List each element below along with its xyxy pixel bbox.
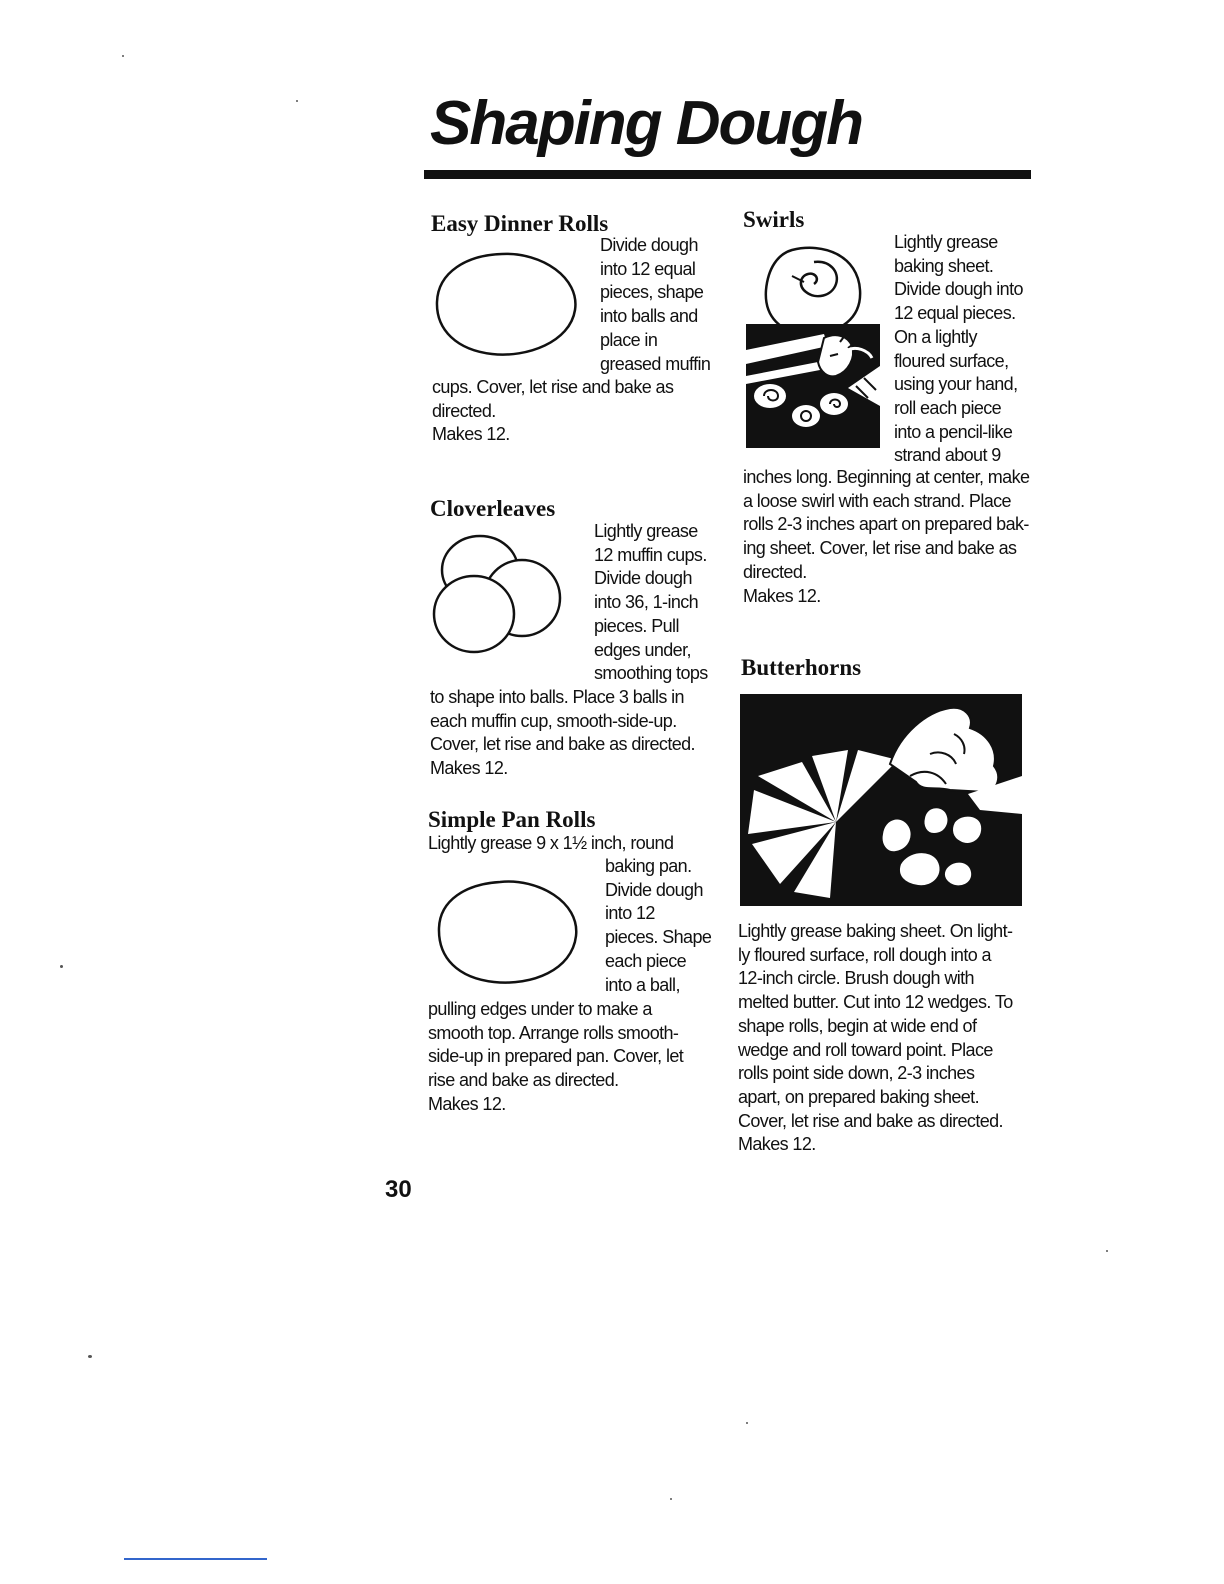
- text-line: baking sheet.: [894, 255, 994, 276]
- cloverleaf-illustration: [430, 532, 566, 656]
- text-line: each muffin cup, smooth-side-up.: [430, 710, 677, 731]
- easy-dinner-rolls-text-right: [600, 234, 710, 376]
- dinner-roll-illustration: [432, 250, 584, 362]
- cloverleaves-text-bottom: [430, 686, 695, 781]
- text-line: a loose swirl with each strand. Place: [743, 490, 1011, 511]
- text-line: into 12: [605, 903, 655, 924]
- text-line: ly floured surface, roll dough into a: [738, 944, 991, 965]
- text-line: Makes 12.: [743, 585, 821, 606]
- text-line: greased muffin: [600, 353, 711, 374]
- scan-speck: [670, 1498, 672, 1500]
- scan-speck: [1106, 1250, 1108, 1252]
- text-line: Makes 12.: [428, 1093, 506, 1114]
- text-line: Lightly grease 9 x 1½ inch, round: [428, 833, 674, 853]
- text-line: smooth top. Arrange rolls smooth-: [428, 1022, 679, 1043]
- text-line: strand about 9: [894, 445, 1001, 466]
- text-line: 12-inch circle. Brush dough with: [738, 968, 974, 989]
- cloverleaves-text-right: [594, 520, 708, 686]
- text-line: baking pan.: [605, 856, 692, 876]
- text-line: Makes 12.: [738, 1134, 816, 1155]
- scan-speck: [60, 965, 63, 968]
- page-title: Shaping Dough: [430, 89, 863, 158]
- text-line: Lightly grease baking sheet. On light-: [738, 921, 1013, 941]
- butterhorns-heading: Butterhorns: [741, 655, 862, 680]
- cloverleaves-heading: Cloverleaves: [430, 496, 556, 521]
- text-line: edges under,: [594, 639, 691, 660]
- text-line: each piece: [605, 950, 687, 971]
- text-line: into a ball,: [605, 974, 680, 995]
- simple-pan-rolls-text-right: [605, 855, 711, 997]
- title-rule: [424, 170, 1031, 179]
- pan-roll-illustration: [434, 878, 584, 990]
- text-line: floured surface,: [894, 350, 1009, 371]
- text-line: directed.: [432, 400, 496, 421]
- text-line: Makes 12.: [432, 424, 510, 445]
- text-line: pulling edges under to make a: [428, 999, 652, 1019]
- text-line: shape rolls, begin at wide end of: [738, 1015, 977, 1036]
- text-line: apart, on prepared baking sheet.: [738, 1086, 979, 1107]
- text-line: directed.: [743, 561, 807, 582]
- text-line: melted butter. Cut into 12 wedges. To: [738, 992, 1013, 1013]
- simple-pan-rolls-heading: Simple Pan Rolls: [428, 807, 596, 832]
- page-number: 30: [385, 1176, 412, 1203]
- text-line: into a pencil-like: [894, 421, 1013, 442]
- simple-pan-rolls-text-top: [428, 832, 673, 856]
- text-line: 12 equal pieces.: [894, 303, 1016, 324]
- text-line: Divide dough: [594, 568, 692, 589]
- text-line: Lightly grease: [894, 232, 998, 252]
- text-line: Divide dough: [600, 235, 698, 255]
- text-line: wedge and roll toward point. Place: [738, 1039, 993, 1060]
- text-line: roll each piece: [894, 397, 1002, 418]
- text-line: ing sheet. Cover, let rise and bake as: [743, 538, 1017, 559]
- text-line: to shape into balls. Place 3 balls in: [430, 687, 684, 707]
- text-line: place in: [600, 329, 658, 350]
- butterhorns-text: [738, 920, 1013, 1157]
- text-line: side-up in prepared pan. Cover, let: [428, 1046, 684, 1067]
- text-line: On a lightly: [894, 326, 977, 347]
- text-line: smoothing tops: [594, 663, 708, 684]
- text-line: Divide dough: [605, 879, 703, 900]
- scan-speck: [122, 55, 124, 57]
- swirls-text-right: [894, 231, 1023, 468]
- swirl-illustration: [744, 238, 882, 450]
- scan-speck: [296, 100, 298, 102]
- scan-speck: [746, 1422, 748, 1424]
- text-line: Cover, let rise and bake as directed.: [430, 734, 695, 755]
- simple-pan-rolls-text-bottom: [428, 998, 683, 1117]
- text-line: pieces. Pull: [594, 615, 679, 636]
- swirls-heading: Swirls: [743, 207, 805, 232]
- text-line: rolls 2-3 inches apart on prepared bak-: [743, 514, 1029, 535]
- easy-dinner-rolls-text-bottom: [432, 376, 673, 447]
- text-line: Divide dough into: [894, 279, 1023, 300]
- text-line: pieces, shape: [600, 282, 704, 303]
- text-line: using your hand,: [894, 374, 1018, 395]
- swirls-text-bottom: [743, 466, 1029, 608]
- scan-speck: [88, 1355, 92, 1358]
- text-line: Makes 12.: [430, 758, 508, 779]
- text-line: into 12 equal: [600, 258, 696, 279]
- text-line: inches long. Beginning at center, make: [743, 467, 1030, 487]
- easy-dinner-rolls-heading: Easy Dinner Rolls: [431, 211, 609, 236]
- text-line: into balls and: [600, 306, 698, 327]
- text-line: Cover, let rise and bake as directed.: [738, 1110, 1003, 1131]
- footer-link-line: [124, 1558, 267, 1560]
- text-line: rolls point side down, 2-3 inches: [738, 1063, 975, 1084]
- text-line: into 36, 1-inch: [594, 592, 699, 613]
- text-line: rise and bake as directed.: [428, 1070, 619, 1091]
- butterhorn-illustration: [740, 694, 1024, 908]
- text-line: pieces. Shape: [605, 927, 712, 948]
- text-line: cups. Cover, let rise and bake as: [432, 377, 674, 397]
- text-line: 12 muffin cups.: [594, 544, 707, 565]
- text-line: Lightly grease: [594, 521, 698, 541]
